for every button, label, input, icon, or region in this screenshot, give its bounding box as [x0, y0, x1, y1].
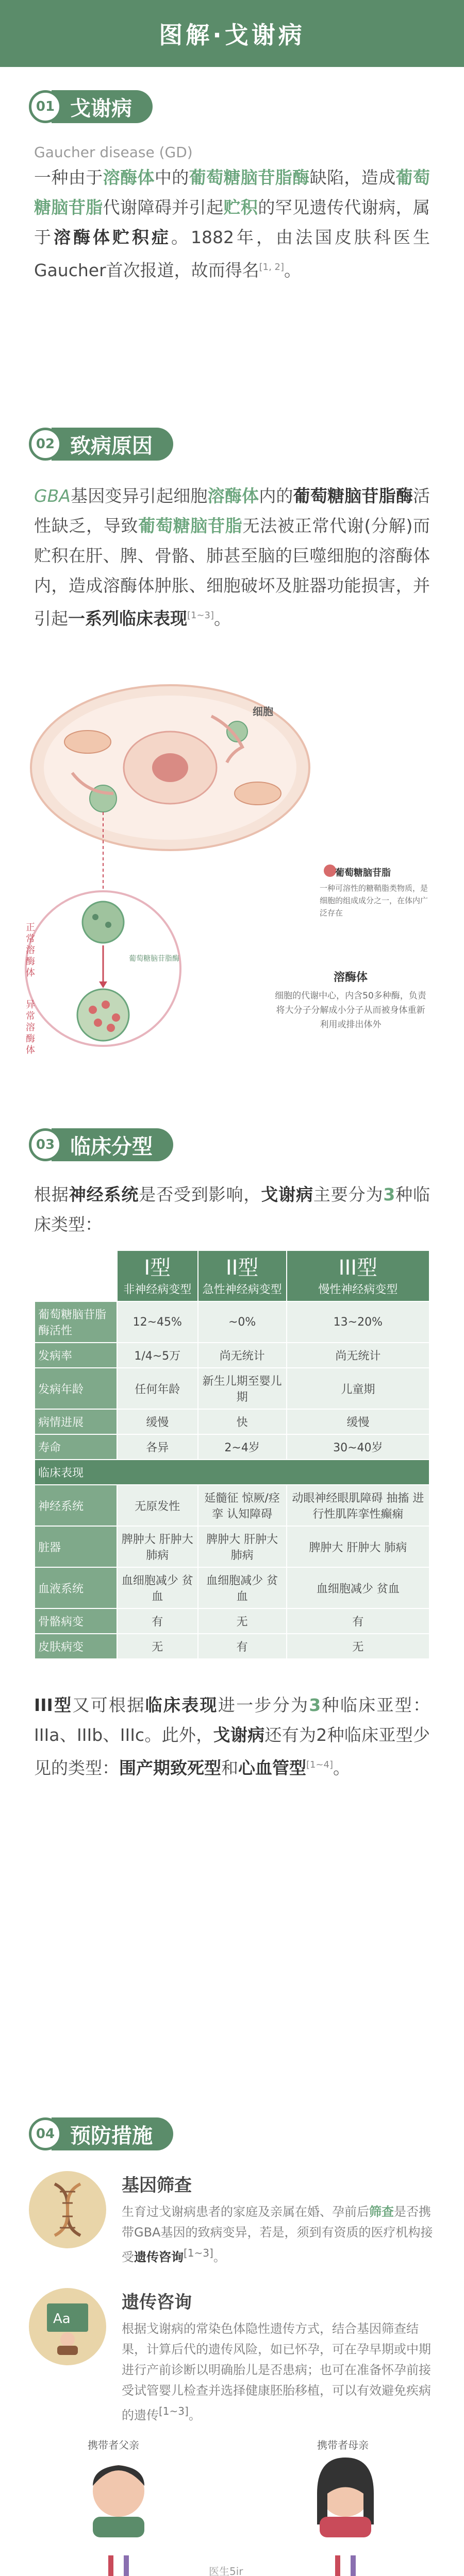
table-row: [35, 1409, 429, 1434]
gc-desc: 一种可溶性的糖鞘脂类物质，是细胞的组成成分之一，在体内广泛存在: [320, 884, 428, 918]
section-1-number: 01: [29, 90, 62, 123]
table-row: [35, 1460, 429, 1485]
section-3-title: 临床分型: [52, 1128, 173, 1161]
table-cell: 尚无统计: [198, 1343, 287, 1368]
lysosome-title: 溶酶体: [333, 971, 368, 984]
genetic-counseling-block: [29, 2288, 435, 2426]
section-1: [0, 90, 464, 285]
svg-text:Aa: Aa: [53, 2311, 71, 2327]
section-3-header: [29, 1128, 464, 1161]
table-cell: 12~45%: [117, 1301, 198, 1343]
section-2-paragraph: GBA基因变异引起细胞溶酶体内的葡萄糖脑苷脂酶活性缺乏，导致葡萄糖脑苷脂无法被正常代谢(分解)而贮积在肝、脾、骨骼、肺甚至脑的巨噬细胞的溶酶体内，造成溶酶体肿胀、细胞破坏及脏器功能损害，并引起一系列临床表现[1~3]。: [34, 486, 430, 629]
table-cell: 尚无统计: [287, 1343, 429, 1368]
section-1-title: 戈谢病: [52, 90, 153, 123]
carrier-mother-label: 携带者母亲: [317, 2439, 369, 2451]
table-cell: 有: [198, 1634, 287, 1659]
carrier-father-label: 携带者父亲: [88, 2439, 139, 2451]
section-4-number: 04: [29, 2117, 62, 2150]
dna-icon: [29, 2171, 106, 2248]
table-cell: 缓慢: [287, 1409, 429, 1434]
enzyme-label: 葡萄糖脑苷脂酶: [129, 955, 179, 963]
table-header-row: [35, 1250, 429, 1301]
table-cell: 1/4~5万: [117, 1343, 198, 1368]
normal-lysosome-label: 正常溶酶体: [26, 922, 35, 978]
lysosome-desc: 细胞的代谢中心，内含50多种酶，负责将大分子分解成小分子从而被身体重新利用或排出体外: [275, 991, 426, 1030]
gene-screening-text: [122, 2171, 435, 2267]
table-cell: 无: [287, 1634, 429, 1659]
table-row: [35, 1608, 429, 1634]
table-row: [35, 1526, 429, 1567]
table-row: [35, 1567, 429, 1608]
genetic-counseling-title: 遗传咨询: [122, 2292, 192, 2313]
table-row-header: 寿命: [35, 1434, 117, 1460]
table-row-header: 神经系统: [35, 1485, 117, 1526]
table-row-header: 血液系统: [35, 1567, 117, 1608]
table-cell: 延髓征 惊厥/痉挛 认知障碍: [198, 1485, 287, 1526]
table-cell: 无: [117, 1634, 198, 1659]
inheritance-diagram: [31, 2439, 433, 2576]
table-cell: 动眼神经眼肌障碍 抽搐 进行性肌阵挛性癫痫: [287, 1485, 429, 1526]
genetic-counseling-desc: 根据戈谢病的常染色体隐性遗传方式，结合基因筛查结果，计算后代的遗传风险，如已怀孕，可在孕早期或中期进行产前诊断以明确胎儿是否患病；也可在准备怀孕前接受试管婴儿检查并选择健康胚胎移植，可以有效避免疾病的遗传[1~3]。: [122, 2321, 431, 2422]
table-row: [35, 1434, 429, 1460]
cell-illustration: [15, 680, 449, 1113]
table-cell: 脾肿大 肝肿大 肺病: [198, 1526, 287, 1567]
section-4-title: 预防措施: [52, 2117, 173, 2150]
clinical-types-table: [34, 1250, 430, 1659]
table-cell: 2~4岁: [198, 1434, 287, 1460]
table-section-label: 临床表现: [35, 1460, 429, 1485]
table-row-header: 病情进展: [35, 1409, 117, 1434]
section-3-intro: 根据神经系统是否受到影响，戈谢病主要分为3种临床类型：: [34, 1184, 430, 1234]
table-row-header: 发病率: [35, 1343, 117, 1368]
table-row: [35, 1634, 429, 1659]
table-row-header: 骨骼病变: [35, 1608, 117, 1634]
table-cell: 血细胞减少 贫血: [198, 1567, 287, 1608]
section-3: [0, 1128, 464, 1783]
disease-english-name: Gaucher disease (GD): [34, 144, 193, 161]
section-1-header: [29, 90, 464, 123]
table-cell: 13~20%: [287, 1301, 429, 1343]
section-3-number: 03: [29, 1128, 62, 1161]
section-2-header: [29, 428, 464, 461]
table-row: [35, 1301, 429, 1343]
doctor-icon: [29, 2288, 106, 2365]
table-col-header: I型 非神经病变型: [117, 1250, 198, 1301]
table-cell: 脾肿大 肝肿大 肺病: [287, 1526, 429, 1567]
section-1-paragraph: 一种由于溶酶体中的葡萄糖脑苷脂酶缺陷，造成葡萄糖脑苷脂代谢障碍并引起贮积的罕见遗传代谢病，属于溶酶体贮积症。1882年，由法国皮肤科医生Gaucher首次报道，故而得名[1, 2]。: [34, 167, 430, 280]
genetic-counseling-text: [122, 2288, 435, 2426]
table-cell: 无: [198, 1608, 287, 1634]
table-cell: 30~40岁: [287, 1434, 429, 1460]
table-cell: 任何年龄: [117, 1368, 198, 1409]
table-cell: 血细胞减少 贫血: [117, 1567, 198, 1608]
gc-title: 葡萄糖脑苷脂: [335, 868, 391, 878]
table-cell: 脾肿大 肝肿大 肺病: [117, 1526, 198, 1567]
table-cell: 有: [117, 1608, 198, 1634]
table-row-header: 皮肤病变: [35, 1634, 117, 1659]
table-cell: 血细胞减少 贫血: [287, 1567, 429, 1608]
table-cell: 新生儿期至婴儿期: [198, 1368, 287, 1409]
gene-screening-block: [29, 2171, 435, 2267]
table-cell: 有: [287, 1608, 429, 1634]
section-2-number: 02: [29, 428, 62, 461]
gene-screening-desc: 生育过戈谢病患者的家庭及亲属在婚、孕前后筛查是否携带GBA基因的致病变异，若是，须到有资质的医疗机构接受遗传咨询[1~3]。: [122, 2205, 433, 2264]
gc-legend: [320, 866, 428, 919]
abnormal-lysosome-label: 异常溶酶体: [26, 999, 35, 1056]
table-col-header: III型 慢性神经病变型: [287, 1250, 429, 1301]
table-cell: 快: [198, 1409, 287, 1434]
lysosome-legend: [273, 969, 428, 1032]
table-cell: 无原发性: [117, 1485, 198, 1526]
page-header: [0, 0, 464, 67]
table-cell: 各异: [117, 1434, 198, 1460]
table-row-header: 脏器: [35, 1526, 117, 1567]
table-cell: 缓慢: [117, 1409, 198, 1434]
table-col-header: II型 急性神经病变型: [198, 1250, 287, 1301]
table-cell: 儿童期: [287, 1368, 429, 1409]
inheritance-diagram-icon: [31, 2452, 433, 2576]
table-row-header: 葡萄糖脑苷脂酶活性: [35, 1301, 117, 1343]
table-row: [35, 1485, 429, 1526]
page-title: 图解·戈谢病: [159, 21, 305, 49]
section-2: [0, 428, 464, 634]
section-3-subtypes: III型又可根据临床表现进一步分为3种临床亚型：IIIa、IIIb、IIIc。此外，戈谢病还有为2种临床亚型少见的类型：围产期致死型和心血管型[1~4]。: [34, 1695, 430, 1778]
gene-screening-title: 基因筛查: [122, 2175, 192, 2196]
table-row: [35, 1343, 429, 1368]
section-2-title: 致病原因: [52, 428, 173, 461]
table-row-header: 发病年龄: [35, 1368, 117, 1409]
section-4-header: [29, 2117, 464, 2150]
section-4: [0, 2117, 464, 2426]
cell-label: 细胞: [253, 705, 273, 718]
table-cell: ~0%: [198, 1301, 287, 1343]
diagram-watermark: 医生5ir: [209, 2565, 243, 2576]
table-row: [35, 1368, 429, 1409]
